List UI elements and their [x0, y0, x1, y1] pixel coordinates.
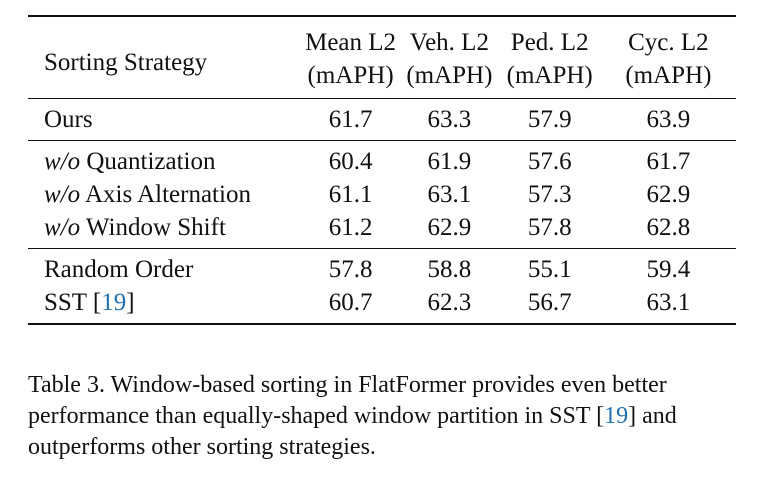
cell-ours-ped: 57.9: [527, 106, 572, 133]
cell-shift-ped: 57.8: [527, 214, 572, 241]
cell-quant-veh: 61.9: [427, 148, 472, 175]
header-ped-l2: Ped. L2: [510, 29, 589, 56]
cell-sst-mean: 60.7: [328, 289, 373, 316]
table-row-wo-quantization: [28, 141, 736, 179]
cell-sst-ped: 56.7: [527, 289, 572, 316]
cell-quant-mean: 60.4: [328, 148, 373, 175]
caption-text-1: Table 3. Window-based sorting in FlatFormer provides even better performance than equally-shaped window partition in SST [: [28, 372, 667, 429]
cell-shift-cyc: 62.8: [646, 214, 691, 241]
row-label-wo-quantization: [28, 141, 301, 179]
wo-prefix: w/o: [44, 181, 81, 208]
table-row-random-order: [28, 249, 736, 287]
ablation-name: Quantization: [80, 148, 216, 175]
header-cyc-l2: Cyc. L2: [628, 29, 709, 56]
cell-random-ped: 55.1: [527, 256, 572, 283]
cell-random-cyc: 59.4: [646, 256, 691, 283]
sst-label: SST [: [44, 289, 102, 316]
row-label-sst: [28, 286, 301, 324]
ablation-name: Window Shift: [80, 214, 226, 241]
results-table-container: [28, 15, 736, 325]
cell-quant-cyc: 61.7: [646, 148, 691, 175]
cell-axis-mean: 61.1: [328, 181, 373, 208]
cell-axis-ped: 57.3: [527, 181, 572, 208]
table-row-wo-window-shift: [28, 211, 736, 249]
caption-citation-link-19[interactable]: 19: [604, 403, 629, 429]
cell-shift-veh: 62.9: [427, 214, 472, 241]
header-veh-unit: (mAPH): [406, 62, 493, 89]
header-mean-unit: (mAPH): [307, 62, 394, 89]
wo-prefix: w/o: [44, 214, 81, 241]
ablation-name: Axis Alternation: [80, 181, 251, 208]
header-cyc-unit: (mAPH): [625, 62, 712, 89]
table-caption: [28, 370, 740, 463]
caption-text-2: ] and outperforms other sorting strategies.: [28, 403, 677, 460]
header-row-1: [28, 16, 736, 59]
cell-ours-mean: 61.7: [328, 106, 373, 133]
header-mean-l2: Mean L2: [305, 29, 397, 56]
sorting-strategy-table: [28, 15, 736, 325]
cell-random-veh: 58.8: [427, 256, 472, 283]
cell-axis-veh: 63.1: [427, 181, 472, 208]
header-sorting-strategy: Sorting Strategy: [44, 48, 208, 76]
cell-quant-ped: 57.6: [527, 148, 572, 175]
header-veh-l2: Veh. L2: [409, 29, 489, 56]
table-row-ours: [28, 99, 736, 141]
row-label-random-order: Random Order: [44, 256, 194, 283]
table-row-wo-axis-alternation: [28, 178, 736, 211]
sst-label-close: ]: [126, 289, 135, 316]
wo-prefix: w/o: [44, 148, 81, 175]
row-label-wo-axis-alternation: [28, 178, 301, 211]
row-label-wo-window-shift: [28, 211, 301, 249]
citation-link-19[interactable]: 19: [101, 289, 127, 316]
cell-shift-mean: 61.2: [328, 214, 373, 241]
row-label-ours: Ours: [44, 106, 93, 133]
cell-axis-cyc: 62.9: [646, 181, 691, 208]
cell-ours-veh: 63.3: [427, 106, 472, 133]
table-row-sst: [28, 286, 736, 324]
cell-ours-cyc: 63.9: [646, 106, 691, 133]
header-ped-unit: (mAPH): [506, 62, 593, 89]
cell-sst-cyc: 63.1: [646, 289, 691, 316]
cell-random-mean: 57.8: [328, 256, 373, 283]
cell-sst-veh: 62.3: [427, 289, 472, 316]
